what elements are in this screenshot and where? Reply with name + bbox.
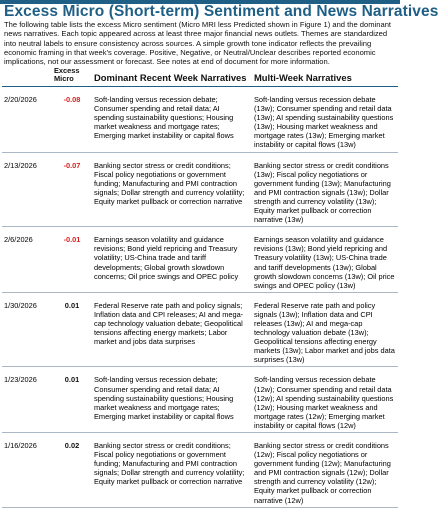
multi-week-narratives-cell: Earnings season volatility and guidance revisions (13w); Bond yield repricing and Treasury volatility (13w); US-China trade and tariff developments (13w); Global growth slowdown concerns (13w); Oil price swings and OPEC policy (13w) [252,227,398,293]
table-row [2,227,398,293]
column-header-excess-micro: Excess Micro [52,67,92,87]
excess-micro-cell: 0.02 [52,433,92,508]
recent-narratives-cell: Earnings season volatility and guidance revisions; Bond yield repricing and Treasury volatility; US-China trade and tariff developments; Global growth slowdown concerns; Oil price swings and OPEC policy [92,227,252,293]
recent-narratives-cell: Federal Reserve rate path and policy signals; Inflation data and CPI releases; AI and mega-cap technology valuation debate; Geopolitical tensions affecting energy markets; Labor market and jobs data surprises [92,292,252,367]
narratives-table [2,67,398,508]
table-row [2,87,398,153]
excess-micro-cell: 0.01 [52,367,92,433]
excess-micro-cell: -0.08 [52,87,92,153]
multi-week-narratives-cell: Banking sector stress or credit conditions (13w); Fiscal policy negotiations or government funding (13w); Manufacturing and PMI contraction signals (13w); Dollar strength and currency volatility (13w); Equity market pullback or correction narrative (13w) [252,152,398,227]
table-row [2,433,398,508]
table-row [2,152,398,227]
multi-week-narratives-cell: Banking sector stress or credit conditions (12w); Fiscal policy negotiations or government funding (12w); Manufacturing and PMI contraction signals (12w); Dollar strength and currency volatility (12w); Equity market pullback or correction narrative (12w) [252,433,398,508]
recent-narratives-cell: Banking sector stress or credit conditions; Fiscal policy negotiations or government funding; Manufacturing and PMI contraction signals; Dollar strength and currency volatility; Equity market pullback or correction narrative [92,433,252,508]
date-cell: 1/23/2026 [2,367,52,433]
multi-week-narratives-cell: Federal Reserve rate path and policy signals (13w); Inflation data and CPI releases (13w); AI and mega-cap technology valuation debate (13w); Geopolitical tensions affecting energy markets (13w); Labor market and jobs data surprises (13w) [252,292,398,367]
intro-paragraph: The following table lists the excess Micro sentiment (Micro MRI less Predicted shown in Figure 1) and the dominant news narratives. Each topic appeared across at least three major financial news outlets. Themes are standardized into neutral labels to ensure consistency across sources. A simple growth tone indicator reflects the prevailing economic framing in that week's coverage. Positive, Negative, or Neutral/Unclear describes reported economic implications, not our assessment or forecast. See notes at end of document for more information. [4,20,392,67]
column-header-multi-week: Multi-Week Narratives [252,67,398,87]
table-body [2,87,398,508]
table-row [2,292,398,367]
recent-narratives-cell: Soft-landing versus recession debate; Consumer spending and retail data; AI spending sustainability questions; Housing market weakness and mortgage rates; Emerging market instability or capital flows [92,87,252,153]
table-header-row [2,67,398,87]
excess-micro-cell: -0.07 [52,152,92,227]
excess-micro-cell: -0.01 [52,227,92,293]
column-header-date [2,67,52,87]
page-title: Excess Micro (Short-term) Sentiment and News Narratives [4,3,438,20]
multi-week-narratives-cell: Soft-landing versus recession debate (12w); Consumer spending and retail data (12w); AI spending sustainability questions (12w); Housing market weakness and mortgage rates (12w); Emerging market instability or capital flows (12w) [252,367,398,433]
table-row [2,367,398,433]
multi-week-narratives-cell: Soft-landing versus recession debate (13w); Consumer spending and retail data (13w); AI spending sustainability questions (13w); Housing market weakness and mortgage rates (13w); Emerging market instability or capital flows (13w) [252,87,398,153]
date-cell: 2/13/2026 [2,152,52,227]
excess-micro-cell: 0.01 [52,292,92,367]
recent-narratives-cell: Banking sector stress or credit conditions; Fiscal policy negotiations or government funding; Manufacturing and PMI contraction signals; Dollar strength and currency volatility; Equity market pullback or correction narrative [92,152,252,227]
recent-narratives-cell: Soft-landing versus recession debate; Consumer spending and retail data; AI spending sustainability questions; Housing market weakness and mortgage rates; Emerging market instability or capital flows [92,367,252,433]
column-header-recent-week: Dominant Recent Week Narratives [92,67,252,87]
date-cell: 1/30/2026 [2,292,52,367]
date-cell: 2/20/2026 [2,87,52,153]
date-cell: 1/16/2026 [2,433,52,508]
date-cell: 2/6/2026 [2,227,52,293]
